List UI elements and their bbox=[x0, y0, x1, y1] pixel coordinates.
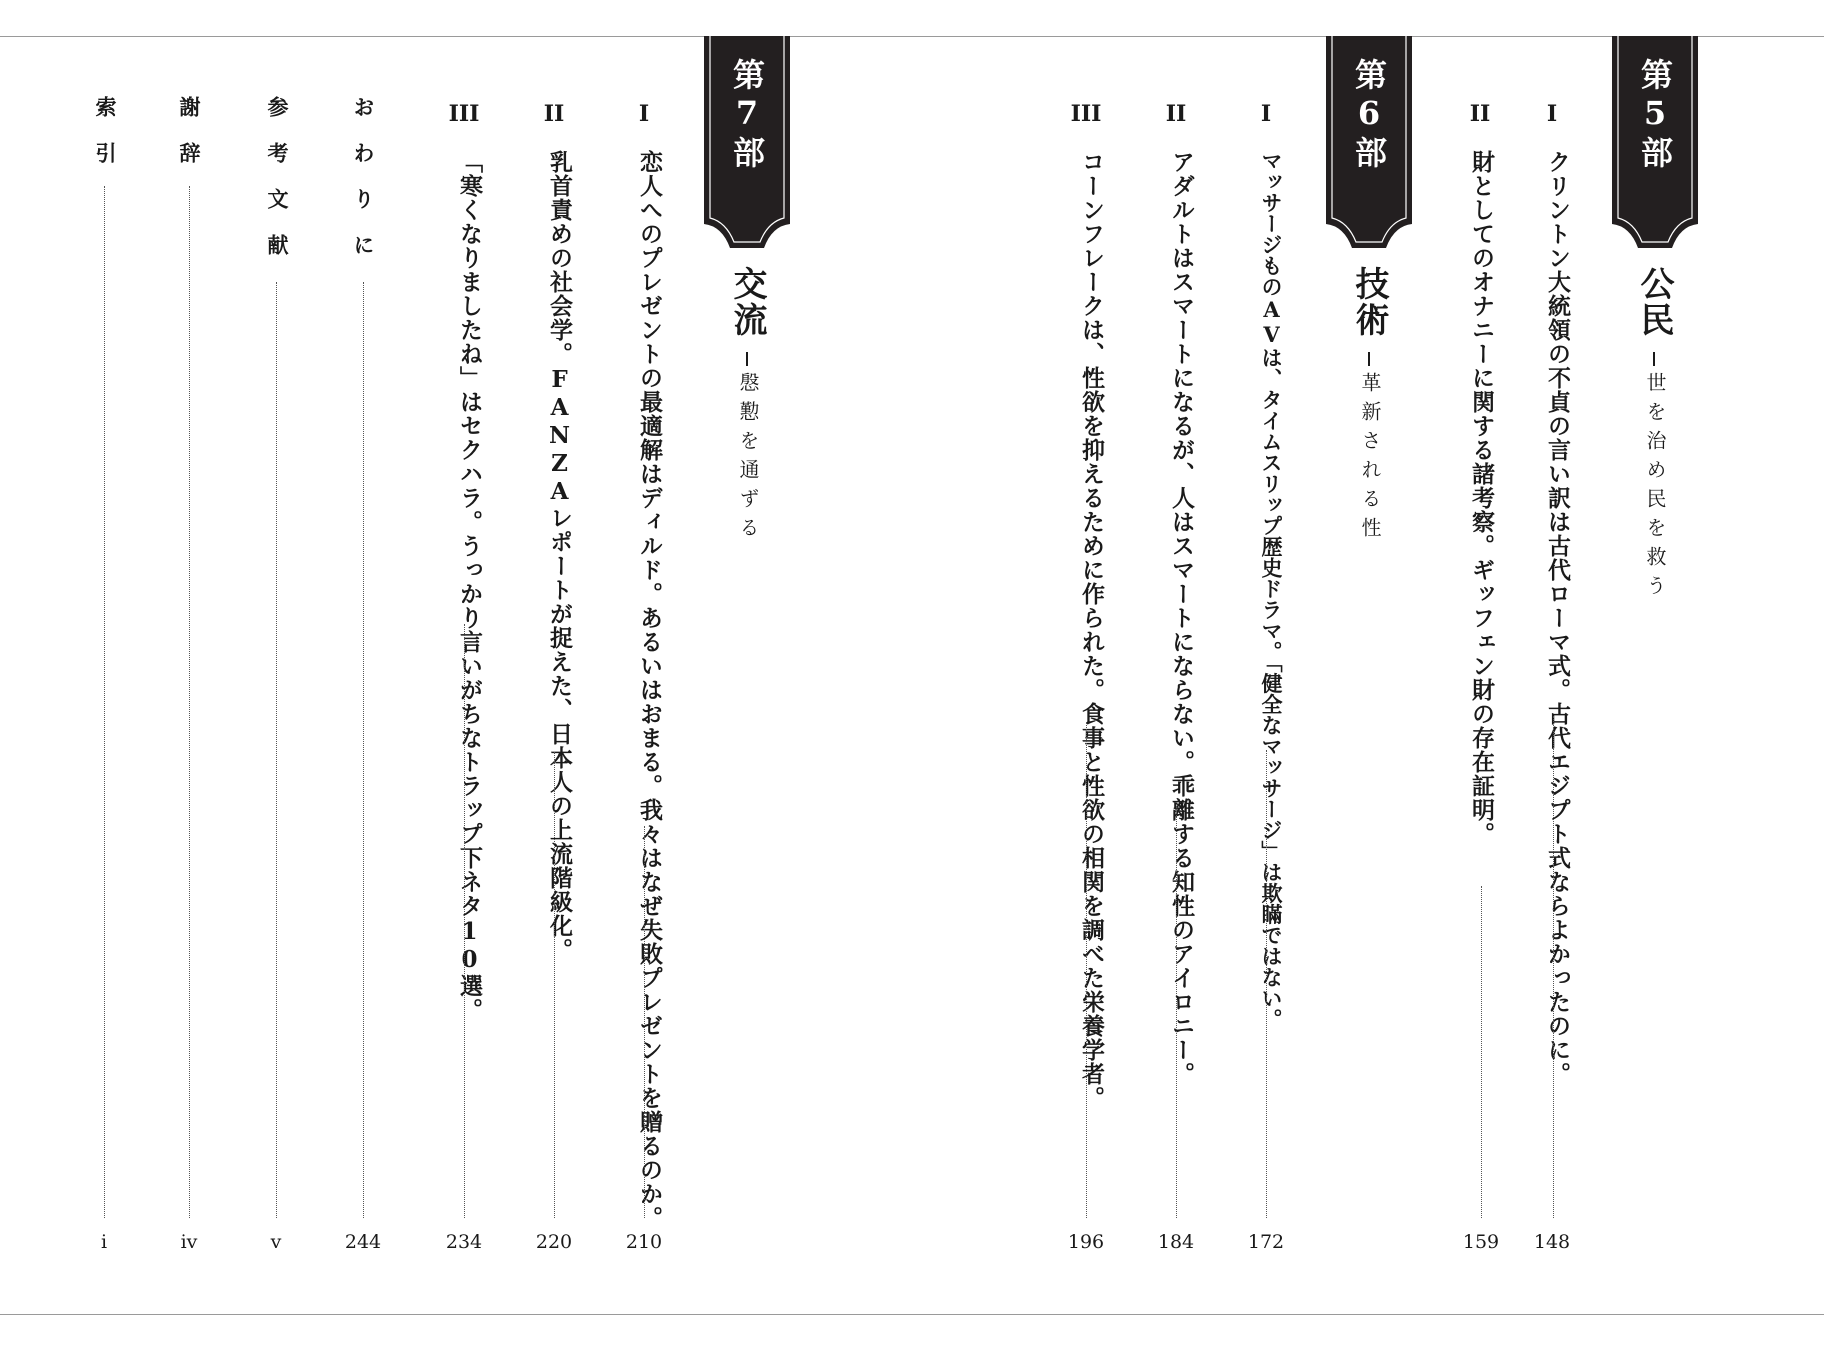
page-number: 148 bbox=[1533, 1231, 1571, 1253]
part-7-subtitle: 慇懃を通ずる bbox=[736, 372, 760, 546]
chapter-numeral: I bbox=[1546, 101, 1558, 127]
part-5-banner bbox=[1612, 36, 1698, 248]
dotted-leader bbox=[1266, 750, 1267, 1218]
page-number: 244 bbox=[344, 1231, 382, 1253]
page-number: 220 bbox=[535, 1231, 573, 1253]
page-number: 234 bbox=[445, 1231, 483, 1253]
part-6-dash bbox=[1368, 352, 1370, 366]
page-number: v bbox=[270, 1231, 282, 1253]
page-number: 196 bbox=[1067, 1231, 1105, 1253]
bottom-rule bbox=[0, 1314, 1824, 1315]
part-5-dash bbox=[1653, 352, 1655, 366]
part-5-subtitle: 世を治め民を救う bbox=[1643, 372, 1667, 604]
chapter-title[interactable]: アダルトはスマートになるが、人はスマートにならない。乖離する知性のアイロニー。 bbox=[1168, 150, 1195, 1086]
chapter-numeral: II bbox=[543, 101, 565, 127]
dotted-leader bbox=[363, 282, 364, 1218]
chapter-title[interactable]: 「寒くなりましたね」はセクハラ。うっかり言いがちなトラップ下ネタ10選。 bbox=[456, 150, 483, 1022]
chapter-title[interactable]: 乳首責めの社会学。FANZAレポートが捉えた、日本人の上流階級化。 bbox=[546, 150, 573, 962]
part-6-banner-text: 第6部 bbox=[1350, 58, 1388, 172]
part-5-banner-text: 第5部 bbox=[1636, 58, 1674, 172]
part-6-title: 技術 bbox=[1349, 266, 1389, 338]
chapter-numeral: III bbox=[1070, 101, 1102, 127]
section-title[interactable]: 索引 bbox=[93, 96, 118, 188]
chapter-title[interactable]: 恋人へのプレゼントの最適解はディルド。あるいはおまる。我々はなぜ失敗プレゼントを贈るのか。 bbox=[636, 150, 663, 1230]
page-number: 210 bbox=[625, 1231, 663, 1253]
chapter-numeral: II bbox=[1469, 101, 1491, 127]
page-number: i bbox=[100, 1231, 108, 1253]
chapter-numeral: I bbox=[638, 101, 650, 127]
dotted-leader bbox=[1086, 722, 1087, 1218]
chapter-title[interactable]: クリントン大統領の不貞の言い訳は古代ローマ式。古代エジプト式ならよかったのに。 bbox=[1544, 150, 1571, 1086]
dotted-leader bbox=[189, 186, 190, 1218]
page-number: 172 bbox=[1247, 1231, 1285, 1253]
part-5-title: 公民 bbox=[1634, 266, 1674, 338]
top-rule bbox=[0, 36, 1824, 37]
chapter-title[interactable]: マッサージものAVは、タイムスリップ歴史ドラマ。「健全なマッサージ」は欺瞞ではない。 bbox=[1259, 150, 1284, 1030]
dotted-leader bbox=[1481, 886, 1482, 1218]
part-7-banner-text: 第7部 bbox=[728, 58, 766, 172]
chapter-numeral: I bbox=[1260, 101, 1272, 127]
chapter-title[interactable]: コーンフレークは、性欲を抑えるために作られた。食事と性欲の相関を調べた栄養学者。 bbox=[1078, 150, 1105, 1110]
part-6-banner bbox=[1326, 36, 1412, 248]
chapter-numeral: II bbox=[1165, 101, 1187, 127]
dotted-leader bbox=[104, 186, 105, 1218]
section-title[interactable]: 謝辞 bbox=[177, 96, 202, 188]
dotted-leader bbox=[1176, 806, 1177, 1218]
chapter-title[interactable]: 財としてのオナニーに関する諸考察。ギッフェン財の存在証明。 bbox=[1468, 150, 1495, 846]
dotted-leader bbox=[644, 826, 645, 1218]
part-7-dash bbox=[746, 352, 748, 366]
page-number: iv bbox=[180, 1231, 198, 1253]
part-7-banner bbox=[704, 36, 790, 248]
part-6-subtitle: 革新される性 bbox=[1358, 372, 1382, 546]
dotted-leader bbox=[554, 752, 555, 1218]
dotted-leader bbox=[1553, 716, 1554, 1218]
page-number: 159 bbox=[1462, 1231, 1500, 1253]
section-title[interactable]: 参考文献 bbox=[265, 96, 290, 280]
dotted-leader bbox=[464, 624, 465, 1218]
part-7-title: 交流 bbox=[727, 266, 767, 338]
section-title[interactable]: おわりに bbox=[351, 96, 376, 280]
chapter-numeral: III bbox=[448, 101, 480, 127]
dotted-leader bbox=[276, 282, 277, 1218]
page-number: 184 bbox=[1157, 1231, 1195, 1253]
